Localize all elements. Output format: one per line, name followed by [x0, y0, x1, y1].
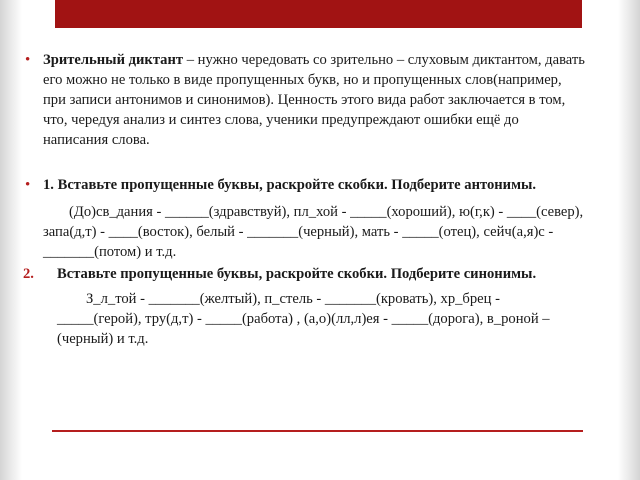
term-heading: Зрительный диктант — [43, 52, 184, 68]
title-bar — [55, 0, 582, 28]
task-example: (До)св_дания - ______(здравствуй), пл_хой - _____(хороший), ю(г,к) - ____(север), запа(д,т) - ____(восток), белый - _______(черный), мать - _____(отец), сейч(а,я)с - _______(потом) и т.д. — [43, 204, 584, 260]
background-edge-left — [0, 0, 22, 480]
number-marker: 2. — [23, 266, 34, 282]
bullet-marker: • — [25, 52, 31, 68]
task-synonyms — [25, 264, 585, 349]
slide-content — [25, 38, 585, 349]
bullet-visual-dictation — [25, 50, 585, 150]
divider-line — [52, 430, 583, 432]
background-edge-right — [618, 0, 640, 480]
bullet-marker: • — [25, 177, 31, 193]
task-instruction: 1. Вставьте пропущенные буквы, раскройте скобки. Подберите антонимы. — [43, 177, 537, 193]
term-description: – нужно чередовать со зрительно – слуховым диктантом, давать его можно не только в виде пропущенных букв, но и пропущенных слов(например, при записи антонимов и синонимов). Ценность этого вида работ заключается в том, что, чередуя анализ и синтез слова, ученики предупреждают ошибки ещё до написания слова. — [43, 52, 585, 148]
paragraph — [43, 50, 585, 150]
task-example: З_л_той - _______(желтый), п_стель - _______(кровать), хр_брец - _____(герой), тру(д,т) - _____(работа) , (а,о)(лл,л)ея - _____(дорога), в_роной – (черный) и т.д. — [57, 291, 550, 347]
task-instruction: Вставьте пропущенные буквы, раскройте скобки. Подберите синонимы. — [57, 266, 537, 282]
task-body — [43, 264, 585, 349]
task-antonyms — [25, 175, 585, 262]
